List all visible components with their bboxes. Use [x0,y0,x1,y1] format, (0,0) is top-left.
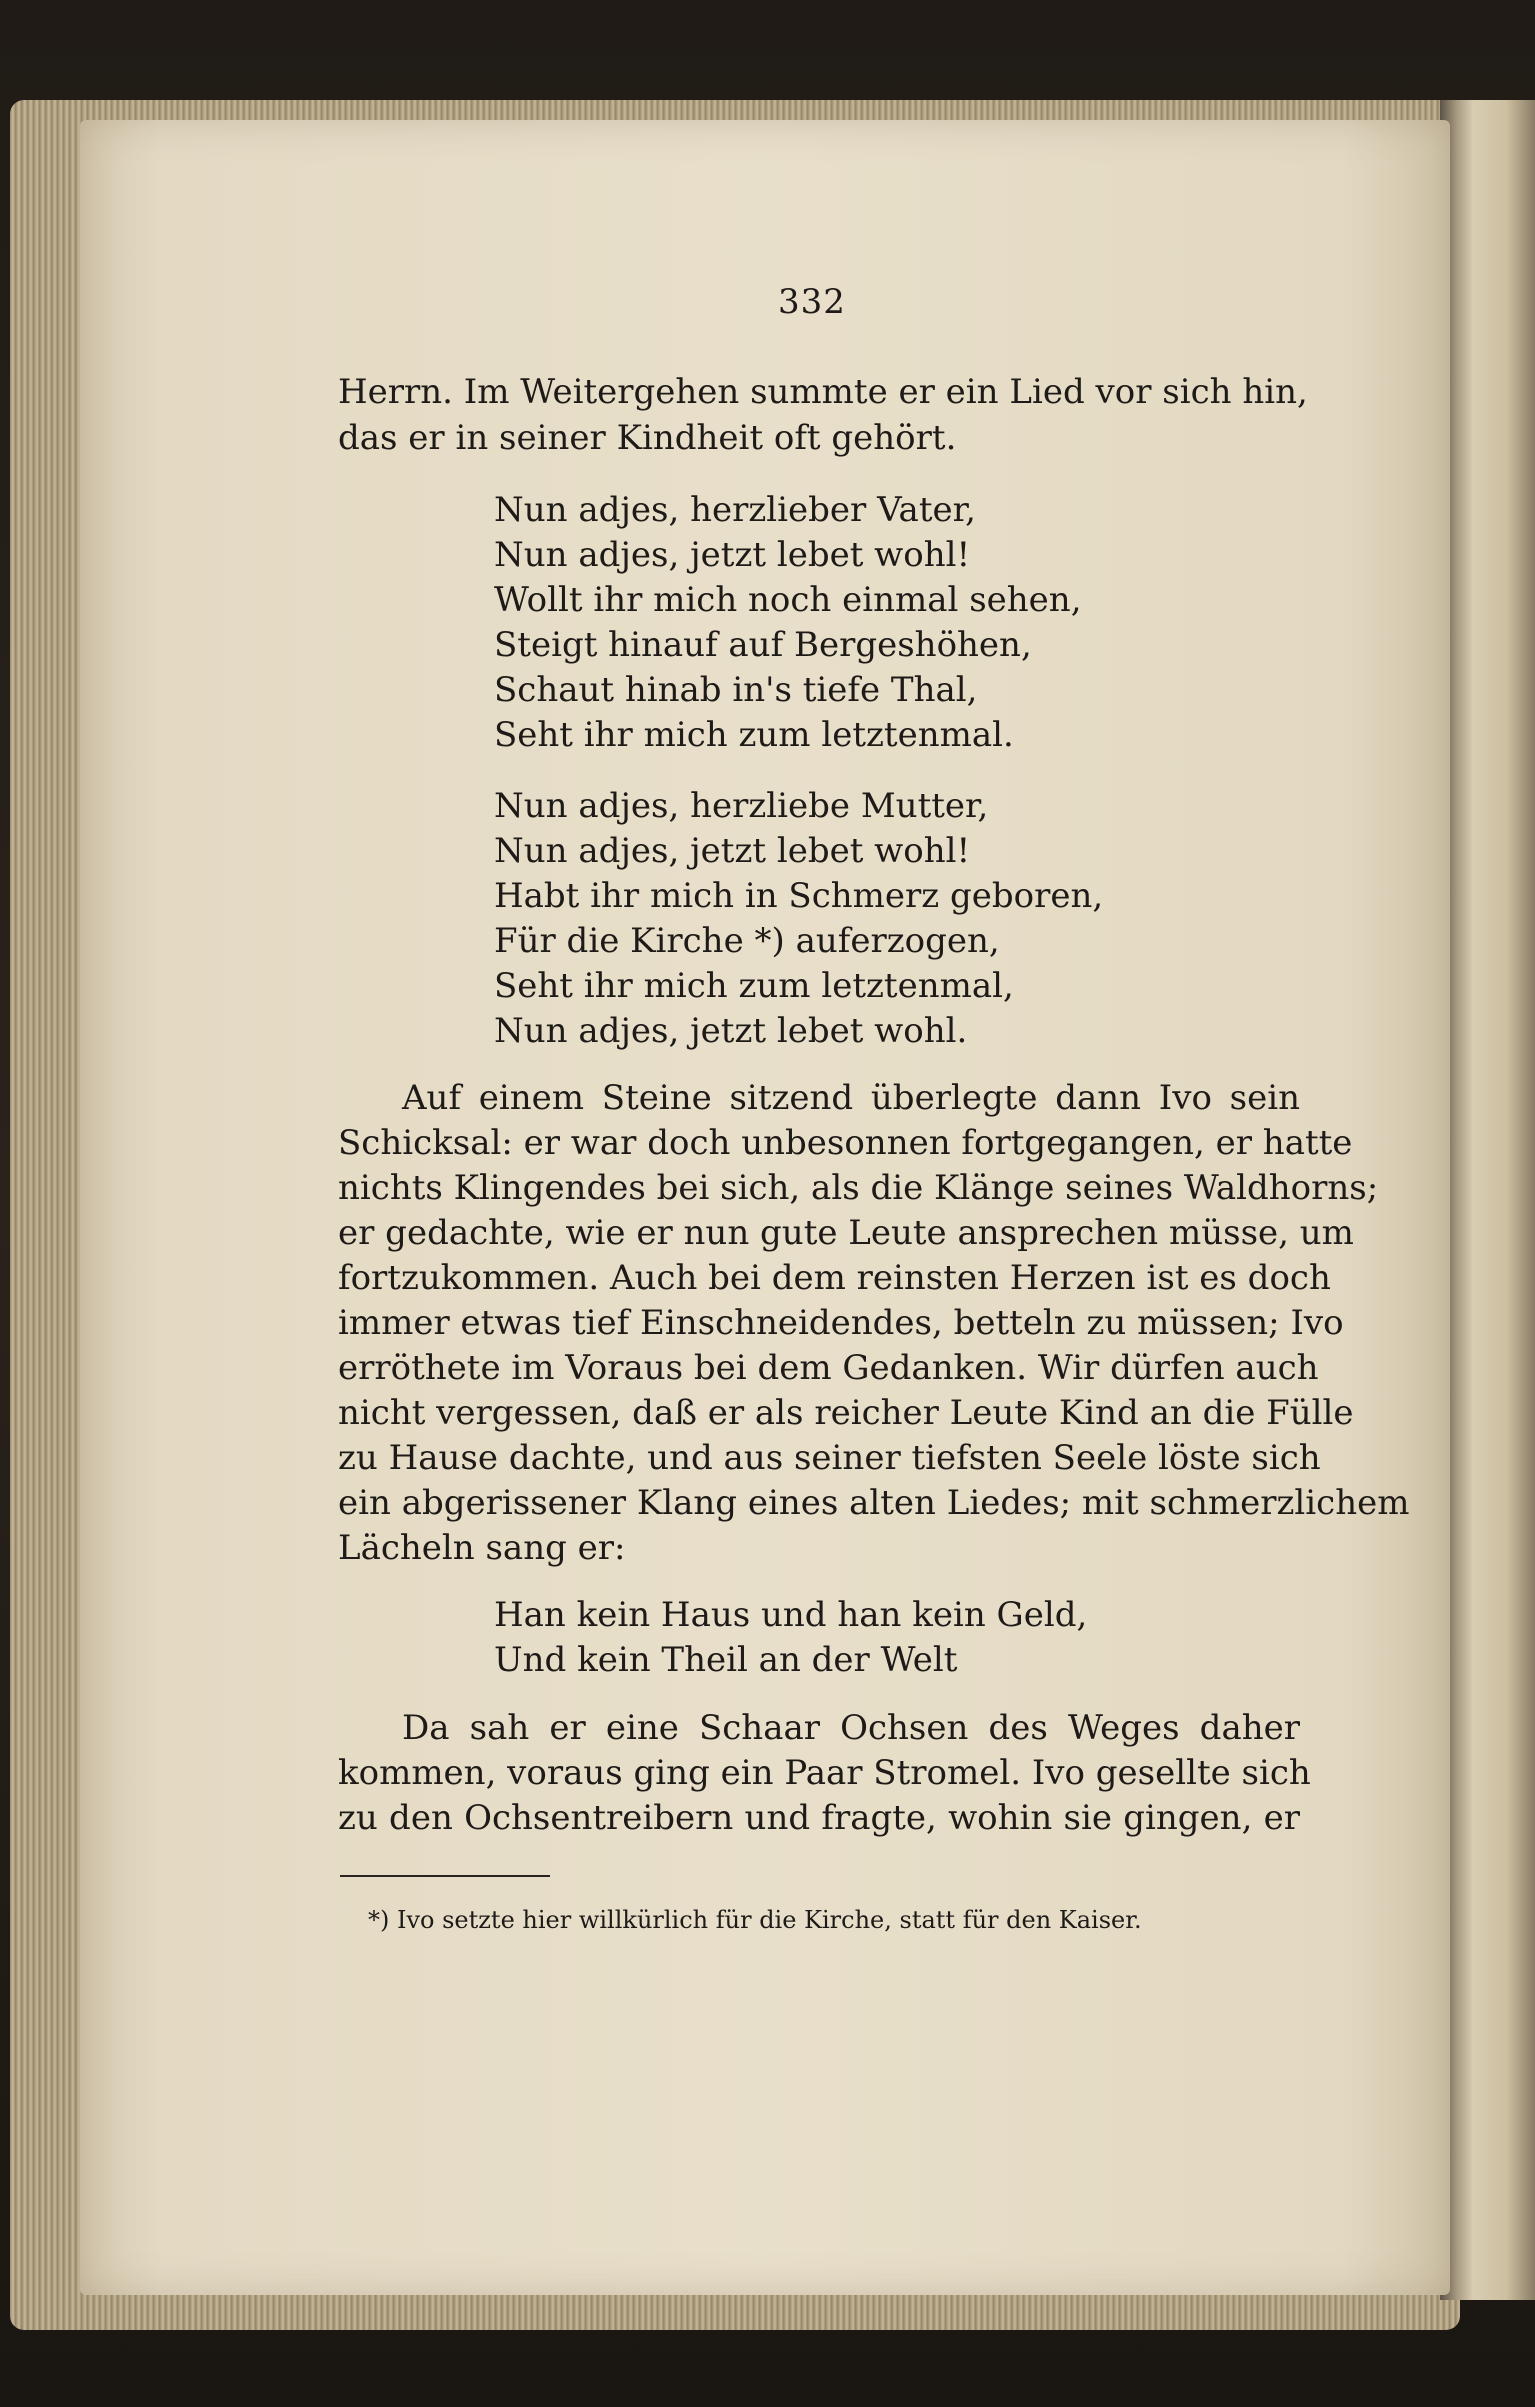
page-number: 332 [778,282,846,322]
verse-line: Seht ihr mich zum letztenmal, [494,966,1014,1006]
paragraph-line: zu Hause dachte, und aus seiner tiefsten Seele löste sich [338,1438,1321,1478]
verse-line: Und kein Theil an der Welt [494,1640,958,1680]
verse-line: Nun adjes, jetzt lebet wohl! [494,831,971,871]
paragraph-line: Schicksal: er war doch unbesonnen fortgegangen, er hatte [338,1123,1353,1163]
paragraph-line: Auf einem Steine sitzend überlegte dann Ivo sein [402,1078,1300,1118]
verse-line: Habt ihr mich in Schmerz geboren, [494,876,1104,916]
paragraph-line: nichts Klingendes bei sich, als die Klänge seines Waldhorns; [338,1168,1379,1208]
footnote: *) Ivo setzte hier willkürlich für die Kirche, statt für den Kaiser. [368,1906,1142,1934]
paragraph-line: zu den Ochsentreibern und fragte, wohin sie gingen, er [338,1798,1300,1838]
paragraph-line: Herrn. Im Weitergehen summte er ein Lied vor sich hin, [338,372,1308,412]
verse-line: Seht ihr mich zum letztenmal. [494,715,1014,755]
verse-line: Steigt hinauf auf Bergeshöhen, [494,625,1032,665]
book-gutter [1440,100,1535,2300]
paragraph-line: Lächeln sang er: [338,1528,626,1568]
paragraph-line: immer etwas tief Einschneidendes, betteln zu müssen; Ivo [338,1303,1344,1343]
verse-line: Für die Kirche *) auferzogen, [494,921,1000,961]
verse-line: Han kein Haus und han kein Geld, [494,1595,1088,1635]
verse-line: Nun adjes, jetzt lebet wohl. [494,1011,968,1051]
paragraph-line: das er in seiner Kindheit oft gehört. [338,418,957,458]
paragraph-line: nicht vergessen, daß er als reicher Leute Kind an die Fülle [338,1393,1354,1433]
paragraph-line: er gedachte, wie er nun gute Leute ansprechen müsse, um [338,1213,1354,1253]
paragraph-line: ein abgerissener Klang eines alten Liedes; mit schmerzlichem [338,1483,1410,1523]
verse-line: Nun adjes, herzliebe Mutter, [494,786,989,826]
verse-line: Wollt ihr mich noch einmal sehen, [494,580,1082,620]
paragraph-line: fortzukommen. Auch bei dem reinsten Herzen ist es doch [338,1258,1331,1298]
verse-line: Nun adjes, jetzt lebet wohl! [494,535,971,575]
paragraph-line: erröthete im Voraus bei dem Gedanken. Wir dürfen auch [338,1348,1319,1388]
footnote-divider [340,1875,550,1877]
paragraph-line: kommen, voraus ging ein Paar Stromel. Ivo gesellte sich [338,1753,1311,1793]
verse-line: Schaut hinab in's tiefe Thal, [494,670,978,710]
verse-line: Nun adjes, herzlieber Vater, [494,490,976,530]
paragraph-line: Da sah er eine Schaar Ochsen des Weges daher [402,1708,1300,1748]
